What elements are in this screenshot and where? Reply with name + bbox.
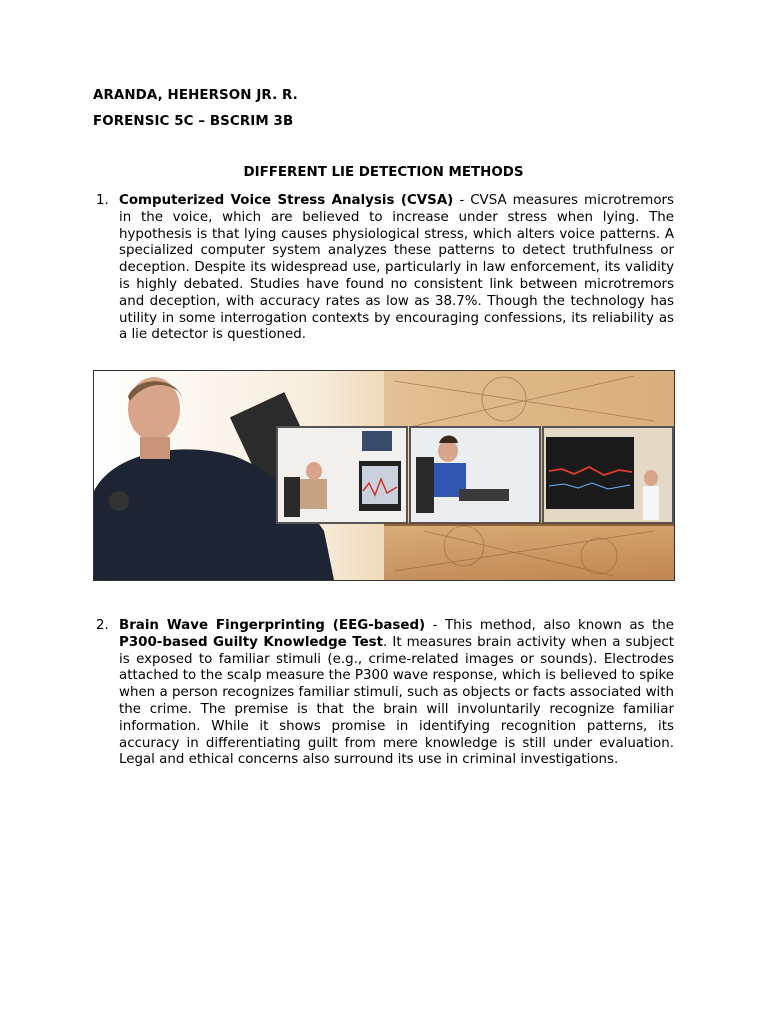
course-section: FORENSIC 5C – BSCRIM 3B (93, 114, 294, 129)
lie-detection-photo-collage (93, 370, 675, 581)
term-heading: Brain Wave Fingerprinting (EEG-based) (119, 618, 426, 633)
document-title: DIFFERENT LIE DETECTION METHODS (243, 165, 524, 180)
term-heading: Computerized Voice Stress Analysis (CVSA) (119, 193, 454, 208)
list-number: 1. (96, 193, 109, 208)
photo-panels (277, 427, 673, 523)
list-item-cvsa (93, 193, 674, 344)
term-description-part-2: . It measures brain activity when a subject is exposed to familiar stimuli (e.g., crime-related images or sounds). Electrodes attached to the scalp measure the P300 wave response, which is believed to spike when a person recognizes familiar stimuli, such as objects or facts associated with the crime. The premise is that the brain will involuntarily recognize familiar information. While it shows promise in identifying recognition patterns, its accuracy in differentiating guilt from mere knowledge is still under evaluation. Legal and ethical concerns also surround its use in criminal investigations. (119, 634, 674, 768)
list-item-text (119, 193, 674, 344)
list-item-eeg (93, 618, 674, 769)
list-number: 2. (96, 618, 109, 633)
term-subheading: P300-based Guilty Knowledge Test (119, 634, 384, 650)
term-description: - CVSA measures microtremors in the voice, which are believed to increase under stress when lying. The hypothesis is that lying causes physiological stress, which alters voice patterns. A specialized computer system analyzes these patterns to detect truthfulness or deception. Despite its widespread use, particularly in law enforcement, its validity is highly debated. Studies have found no consistent link between microtremors and deception, with accuracy rates as low as 38.7%. Though the technology has utility in some interrogation contexts by encouraging confessions, its reliability as a lie detector is questioned. (119, 193, 675, 343)
collage-image (94, 371, 674, 580)
list-item-text (119, 618, 674, 769)
author-name: ARANDA, HEHERSON JR. R. (93, 88, 298, 103)
term-description-part-1: - This method, also known as the (425, 618, 674, 633)
